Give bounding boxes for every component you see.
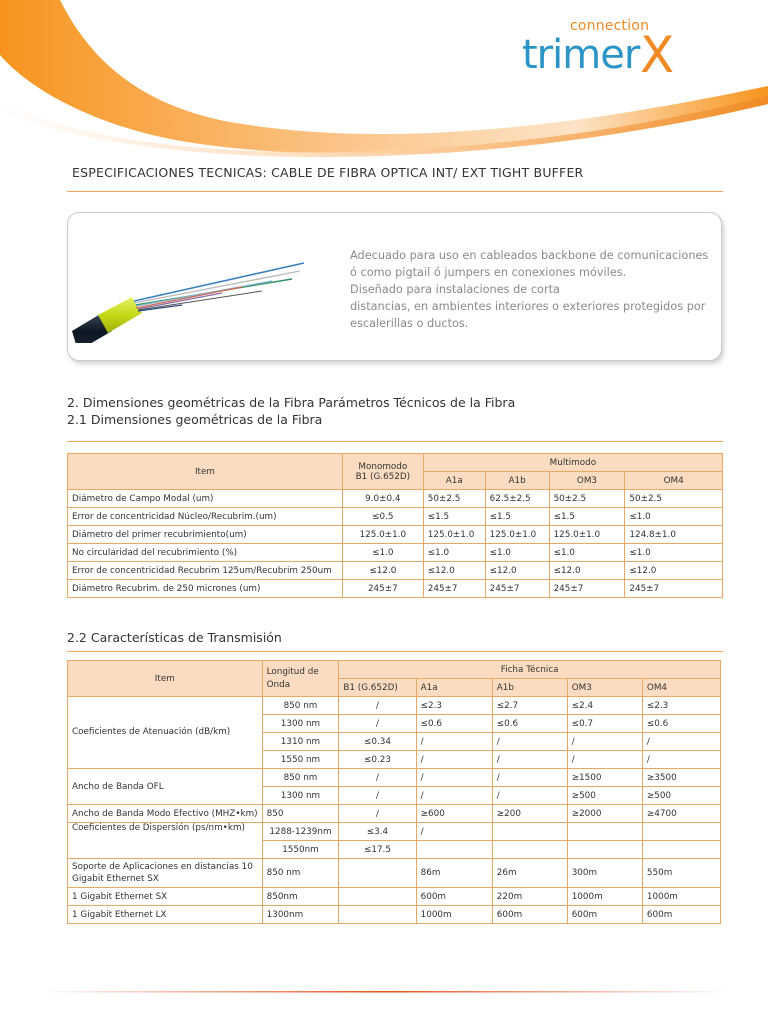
logo-connection-text: connection xyxy=(570,18,650,34)
wavelength-cell: 1310 nm xyxy=(262,733,339,751)
table-cell: / xyxy=(339,697,416,715)
table-cell: ≤1.0 xyxy=(549,544,625,562)
row-label: 1 Gigabit Ethernet SX xyxy=(68,888,263,906)
table-cell: 245±7 xyxy=(549,580,625,598)
intro-line: Diseñado para instalaciones de corta xyxy=(350,283,560,296)
table-row xyxy=(68,906,721,924)
table-cell: 600m xyxy=(642,906,720,924)
wavelength-cell: 1550nm xyxy=(262,841,339,859)
table-cell: ≥1500 xyxy=(567,769,642,787)
table-cell: 1000m xyxy=(642,888,720,906)
table-cell: ≤1.0 xyxy=(625,508,723,526)
table-cell: ≤12.0 xyxy=(423,562,485,580)
table-cell: / xyxy=(416,823,492,841)
col-header-item: Item xyxy=(68,661,263,697)
logo-brand-text: trimer xyxy=(522,32,640,78)
section-2-heading: 2. Dimensiones geométricas de la Fibra Parámetros Técnicos de la Fibra xyxy=(67,395,516,410)
intro-line: Adecuado para uso en cableados backbone de comunicaciones xyxy=(350,249,709,262)
col-header-om4: OM4 xyxy=(642,679,720,697)
table-cell: ≤2.4 xyxy=(567,697,642,715)
table-cell: 1000m xyxy=(567,888,642,906)
table-cell: 245±7 xyxy=(485,580,549,598)
col-header-b1: B1 (G.652D) xyxy=(339,679,416,697)
table-row xyxy=(68,859,721,888)
table-cell: ≤1.5 xyxy=(549,508,625,526)
table-cell: / xyxy=(492,733,567,751)
table-cell xyxy=(642,841,720,859)
col-header-a1a: A1a xyxy=(416,679,492,697)
table-cell: ≤2.7 xyxy=(492,697,567,715)
table-cell: / xyxy=(567,751,642,769)
page-title: ESPECIFICACIONES TECNICAS: CABLE DE FIBRA OPTICA INT/ EXT TIGHT BUFFER xyxy=(72,165,584,180)
table-cell: 600m xyxy=(492,906,567,924)
row-label: Ancho de Banda Modo Efectivo (MHZ•km) xyxy=(68,805,263,823)
table-cell: ≥500 xyxy=(567,787,642,805)
section-2-2-divider xyxy=(67,651,723,652)
table-cell: ≤0.6 xyxy=(416,715,492,733)
table-cell: 62.5±2.5 xyxy=(485,490,549,508)
table-cell: 245±7 xyxy=(625,580,723,598)
table-row xyxy=(68,580,723,598)
table-cell: ≥200 xyxy=(492,805,567,823)
intro-line: ó como pigtail ó jumpers en conexiones móviles. xyxy=(350,266,627,279)
table-cell xyxy=(492,823,567,841)
table-cell: ≥500 xyxy=(642,787,720,805)
table-cell: ≤12.0 xyxy=(342,562,423,580)
wavelength-cell: 850 xyxy=(262,805,339,823)
wavelength-cell: 850 nm xyxy=(262,697,339,715)
col-header-om4: OM4 xyxy=(625,472,723,490)
section-2-2-heading: 2.2 Características de Transmisión xyxy=(67,630,282,645)
table-row xyxy=(68,526,723,544)
row-label: Error de concentricidad Recubrim 125um/Recubrim 250um xyxy=(68,562,343,580)
table-cell: 125.0±1.0 xyxy=(485,526,549,544)
intro-line: escalerillas o ductos. xyxy=(350,317,469,330)
row-label: Diámetro del primer recubrimiento(um) xyxy=(68,526,343,544)
table-cell: 245±7 xyxy=(342,580,423,598)
table-cell: 245±7 xyxy=(423,580,485,598)
table-row xyxy=(68,562,723,580)
row-label: Soporte de Aplicaciones en distancias 10 Gigabit Ethernet SX xyxy=(68,859,263,888)
monomodo-label: Monomodo xyxy=(358,461,408,472)
logo-brand-x: X xyxy=(640,26,675,84)
transmission-table xyxy=(67,660,721,924)
section-2-divider xyxy=(67,441,723,442)
intro-description xyxy=(350,247,710,332)
table-cell: ≤1.5 xyxy=(485,508,549,526)
section-2-1-heading: 2.1 Dimensiones geométricas de la Fibra xyxy=(67,412,323,427)
table-cell: ≤0.5 xyxy=(342,508,423,526)
table-cell xyxy=(567,841,642,859)
brand-logo xyxy=(518,18,693,88)
row-label: Coeficientes de Dispersión (ps/nm•km) xyxy=(68,823,263,859)
table-cell: ≤2.3 xyxy=(642,697,720,715)
table-cell: / xyxy=(416,751,492,769)
table-cell: ≤0.6 xyxy=(642,715,720,733)
table-cell: ≥600 xyxy=(416,805,492,823)
intro-line: distancias, en ambientes interiores o exteriores protegidos por xyxy=(350,300,706,313)
table-cell xyxy=(567,823,642,841)
table-cell: 50±2.5 xyxy=(549,490,625,508)
table-cell: 300m xyxy=(567,859,642,888)
table-cell: ≤3.4 xyxy=(339,823,416,841)
table-cell xyxy=(339,906,416,924)
table-row xyxy=(68,508,723,526)
table-cell: ≤0.7 xyxy=(567,715,642,733)
table-cell: / xyxy=(416,769,492,787)
wavelength-cell: 1550 nm xyxy=(262,751,339,769)
table-header-row xyxy=(68,661,721,679)
table-cell: 600m xyxy=(416,888,492,906)
table-cell: / xyxy=(339,805,416,823)
table-cell: ≤0.23 xyxy=(339,751,416,769)
table-row xyxy=(68,769,721,787)
footer-divider xyxy=(40,988,730,996)
table-cell: ≤12.0 xyxy=(549,562,625,580)
col-header-om3: OM3 xyxy=(567,679,642,697)
table-cell: 26m xyxy=(492,859,567,888)
table-cell: / xyxy=(339,769,416,787)
col-header-a1a: A1a xyxy=(423,472,485,490)
table-row xyxy=(68,490,723,508)
table-cell: ≤0.34 xyxy=(339,733,416,751)
col-header-a1b: A1b xyxy=(485,472,549,490)
table-cell: 124.8±1.0 xyxy=(625,526,723,544)
table-cell: / xyxy=(416,733,492,751)
table-cell: ≥2000 xyxy=(567,805,642,823)
table-row xyxy=(68,888,721,906)
table-row xyxy=(68,544,723,562)
table-cell: ≥3500 xyxy=(642,769,720,787)
table-cell xyxy=(416,841,492,859)
table-cell: 50±2.5 xyxy=(625,490,723,508)
table-cell: / xyxy=(416,787,492,805)
col-header-a1b: A1b xyxy=(492,679,567,697)
wavelength-cell: 1300nm xyxy=(262,906,339,924)
table-cell: / xyxy=(492,751,567,769)
table-cell xyxy=(492,841,567,859)
table-cell: 600m xyxy=(567,906,642,924)
col-header-monomodo xyxy=(342,454,423,490)
title-divider xyxy=(67,191,723,192)
col-header-ficha: Ficha Técnica xyxy=(339,661,721,679)
row-label: Diámetro Recubrim. de 250 micrones (um) xyxy=(68,580,343,598)
fiber-cable-image xyxy=(72,243,342,343)
table-cell: 1000m xyxy=(416,906,492,924)
table-cell: / xyxy=(339,715,416,733)
table-cell: ≤12.0 xyxy=(625,562,723,580)
table-row xyxy=(68,697,721,715)
table-cell xyxy=(339,888,416,906)
table-cell: ≤17.5 xyxy=(339,841,416,859)
table-cell: 50±2.5 xyxy=(423,490,485,508)
table-cell: ≤1.0 xyxy=(485,544,549,562)
table-cell: ≤1.0 xyxy=(625,544,723,562)
row-label: Error de concentricidad Núcleo/Recubrim.(um) xyxy=(68,508,343,526)
table-cell: 125.0±1.0 xyxy=(423,526,485,544)
wavelength-cell: 850nm xyxy=(262,888,339,906)
row-label: Diámetro de Campo Modal (um) xyxy=(68,490,343,508)
table-cell: / xyxy=(567,733,642,751)
table-cell: 125.0±1.0 xyxy=(549,526,625,544)
table-cell: 86m xyxy=(416,859,492,888)
table-cell xyxy=(339,859,416,888)
wavelength-cell: 1300 nm xyxy=(262,787,339,805)
table-cell: ≤12.0 xyxy=(485,562,549,580)
table-cell xyxy=(642,823,720,841)
wavelength-cell: 850 nm xyxy=(262,769,339,787)
table-cell: / xyxy=(642,751,720,769)
table-cell: ≤2.3 xyxy=(416,697,492,715)
table-cell: ≤1.0 xyxy=(342,544,423,562)
intro-panel xyxy=(67,212,722,361)
table-cell: 9.0±0.4 xyxy=(342,490,423,508)
table-cell: ≤0.6 xyxy=(492,715,567,733)
table-cell: / xyxy=(642,733,720,751)
table-cell: ≥4700 xyxy=(642,805,720,823)
wavelength-cell: 850 nm xyxy=(262,859,339,888)
table-cell: 125.0±1.0 xyxy=(342,526,423,544)
table-row xyxy=(68,823,721,841)
wavelength-cell: 1288-1239nm xyxy=(262,823,339,841)
row-label: Ancho de Banda OFL xyxy=(68,769,263,805)
row-label: 1 Gigabit Ethernet LX xyxy=(68,906,263,924)
col-header-longitud: Longitud de Onda xyxy=(262,661,339,697)
table-cell: ≤1.0 xyxy=(423,544,485,562)
table-cell: / xyxy=(492,787,567,805)
geometry-table xyxy=(67,453,723,598)
col-header-om3: OM3 xyxy=(549,472,625,490)
row-label: Coeficientes de Atenuación (dB/km) xyxy=(68,697,263,769)
monomodo-sub: B1 (G.652D) xyxy=(355,471,411,482)
table-header-row xyxy=(68,454,723,472)
col-header-multimodo: Multimodo xyxy=(423,454,722,472)
table-cell: ≤1.5 xyxy=(423,508,485,526)
table-cell: 220m xyxy=(492,888,567,906)
table-cell: / xyxy=(492,769,567,787)
wavelength-cell: 1300 nm xyxy=(262,715,339,733)
col-header-item: Item xyxy=(68,454,343,490)
table-cell: / xyxy=(339,787,416,805)
row-label: No circularidad del recubrimiento (%) xyxy=(68,544,343,562)
table-cell: 550m xyxy=(642,859,720,888)
table-row xyxy=(68,805,721,823)
